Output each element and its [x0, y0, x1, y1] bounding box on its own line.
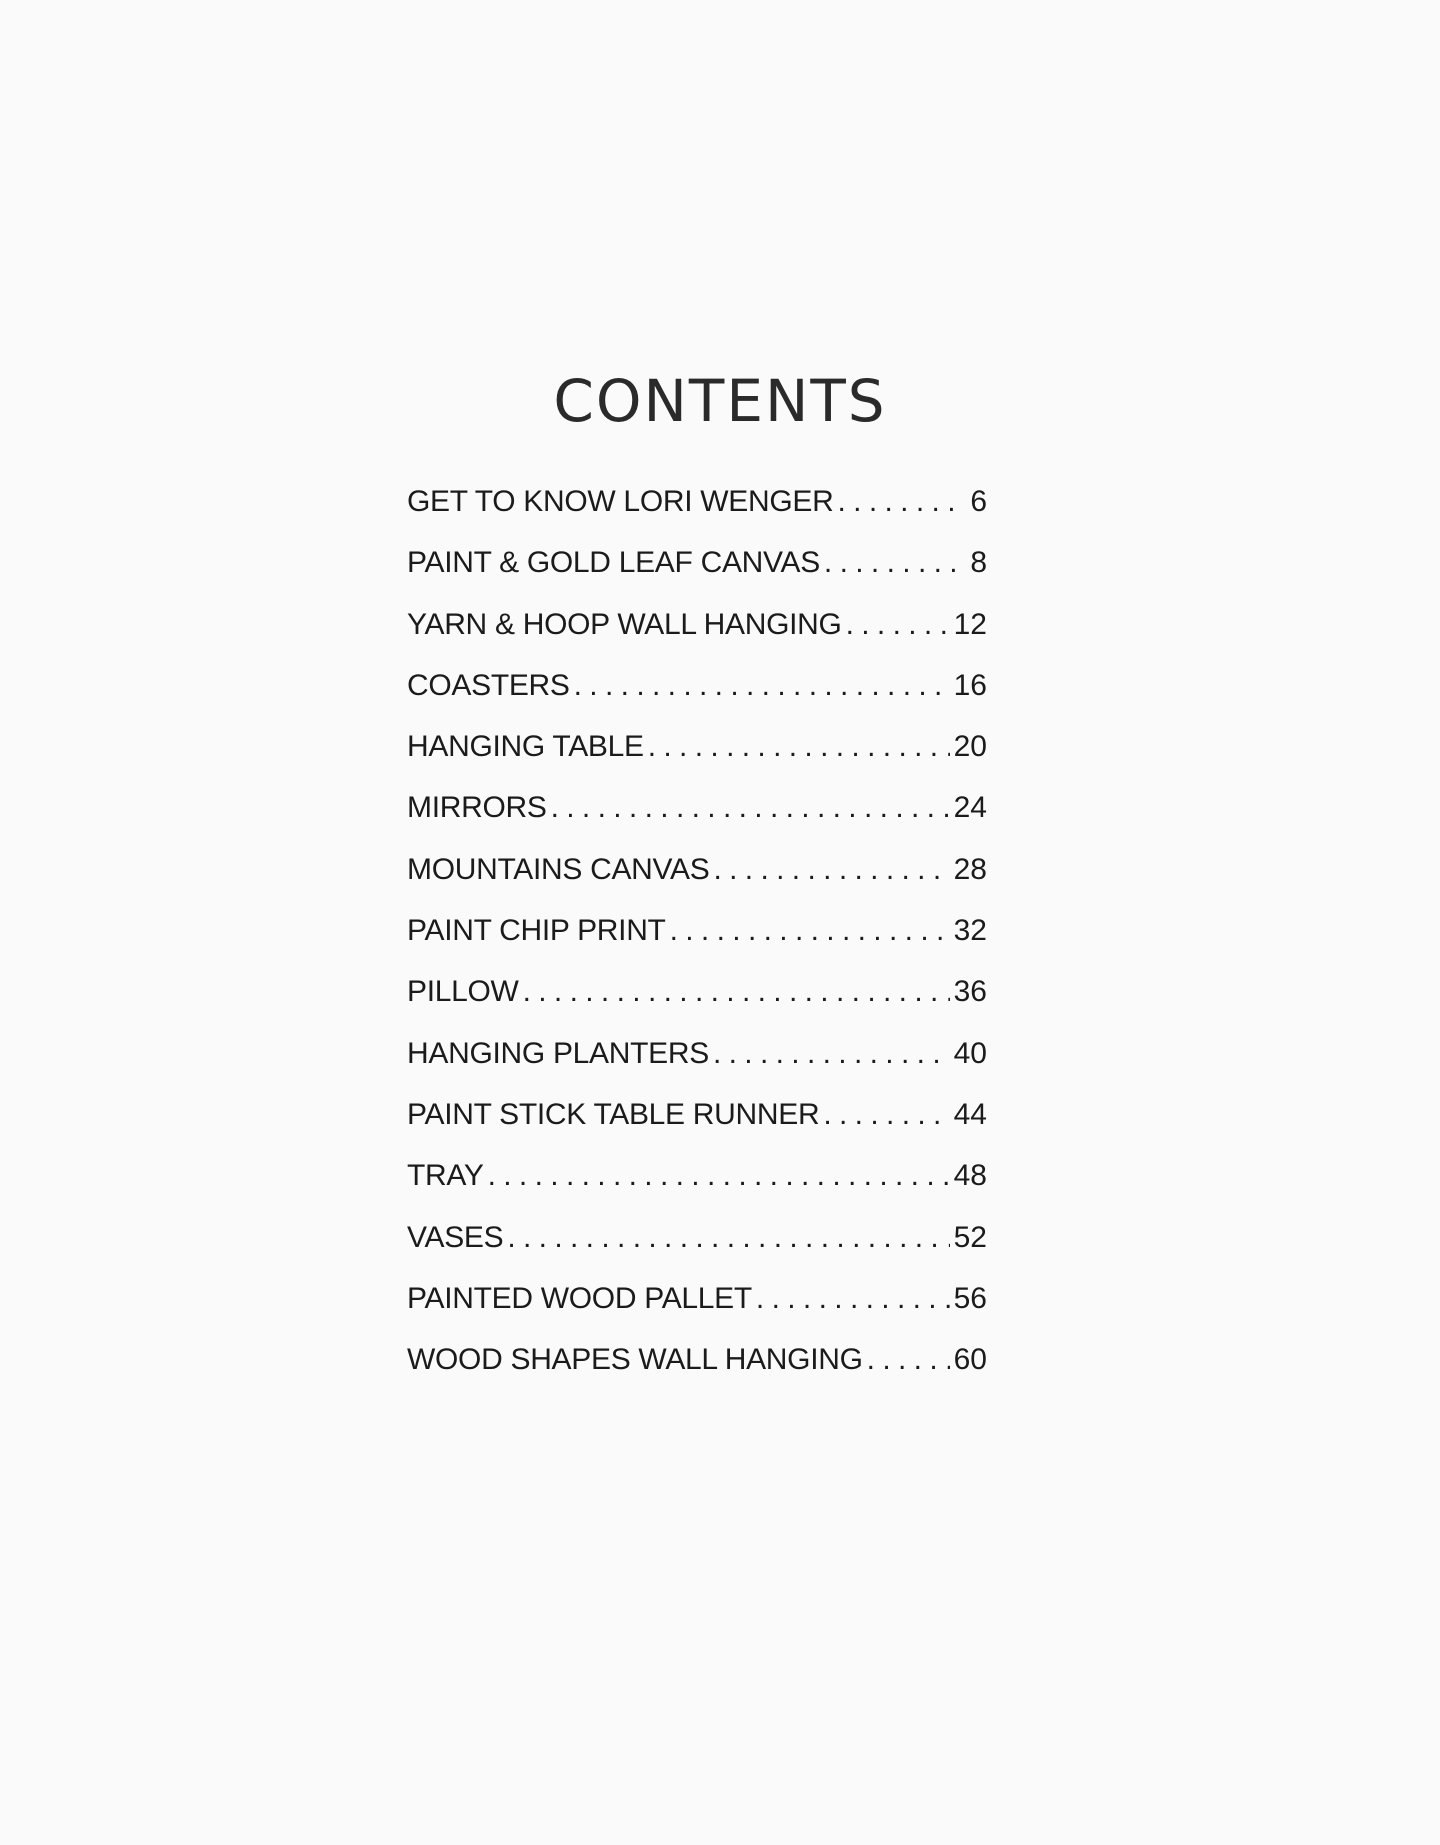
toc-entry[interactable]: [407, 1268, 987, 1329]
toc-entry[interactable]: [407, 961, 987, 1022]
entry-page-number: 56: [953, 1281, 987, 1315]
toc-entry[interactable]: [407, 900, 987, 961]
dot-leader: [503, 1207, 949, 1268]
entry-title: YARN & HOOP WALL HANGING: [407, 607, 842, 641]
entry-page-number: 8: [970, 546, 987, 580]
entry-page-number: 12: [953, 607, 987, 641]
dot-leader: [752, 1268, 950, 1329]
entry-page-number: 20: [953, 730, 987, 764]
dot-leader: [863, 1329, 950, 1390]
toc-entry[interactable]: [407, 532, 987, 593]
dot-leader: [519, 961, 950, 1022]
dot-leader: [570, 655, 950, 716]
entry-title: HANGING PLANTERS: [407, 1036, 709, 1070]
dot-leader: [644, 716, 950, 777]
entry-page-number: 36: [953, 975, 987, 1009]
entry-page-number: 40: [953, 1036, 987, 1070]
toc-entry[interactable]: [407, 1207, 987, 1268]
entry-page-number: 48: [953, 1159, 987, 1193]
entry-page-number: 6: [970, 485, 987, 518]
entry-page-number: 28: [953, 852, 987, 886]
entry-title: TRAY: [407, 1159, 484, 1193]
toc-entry[interactable]: [407, 777, 987, 838]
entry-title: GET TO KNOW LORI WENGER: [407, 485, 834, 518]
entry-page-number: 32: [953, 914, 987, 948]
dot-leader: [842, 594, 950, 655]
dot-leader: [820, 532, 963, 593]
entry-page-number: 24: [953, 791, 987, 825]
dot-leader: [834, 471, 964, 532]
toc-entry[interactable]: [407, 839, 987, 900]
toc-entry[interactable]: [407, 1329, 987, 1390]
entry-page-number: 60: [953, 1343, 987, 1377]
entry-title: MOUNTAINS CANVAS: [407, 852, 710, 886]
entry-title: PAINT & GOLD LEAF CANVAS: [407, 546, 820, 580]
entry-page-number: 44: [953, 1097, 987, 1131]
entry-title: HANGING TABLE: [407, 730, 644, 764]
toc-entry[interactable]: [407, 1145, 987, 1206]
entry-page-number: 16: [953, 668, 987, 702]
dot-leader: [666, 900, 950, 961]
dot-leader: [484, 1145, 950, 1206]
toc-entry[interactable]: [407, 716, 987, 777]
dot-leader: [709, 1023, 950, 1084]
dot-leader: [709, 839, 949, 900]
toc-entry[interactable]: [407, 471, 987, 532]
page-title: CONTENTS: [553, 367, 887, 435]
entry-title: COASTERS: [407, 668, 570, 702]
toc-entry[interactable]: [407, 1023, 987, 1084]
entry-title: PAINT CHIP PRINT: [407, 914, 666, 948]
dot-leader: [819, 1084, 949, 1145]
toc-entry[interactable]: [407, 655, 987, 716]
toc-entry[interactable]: [407, 1084, 987, 1145]
entry-page-number: 52: [953, 1220, 987, 1254]
entry-title: PAINT STICK TABLE RUNNER: [407, 1097, 820, 1131]
table-of-contents: [407, 471, 987, 1390]
toc-entry[interactable]: [407, 594, 987, 655]
dot-leader: [547, 777, 950, 838]
entry-title: VASES: [407, 1220, 504, 1254]
entry-title: WOOD SHAPES WALL HANGING: [407, 1343, 863, 1377]
entry-title: MIRRORS: [407, 791, 547, 825]
entry-title: PAINTED WOOD PALLET: [407, 1281, 752, 1315]
entry-title: PILLOW: [407, 975, 519, 1009]
